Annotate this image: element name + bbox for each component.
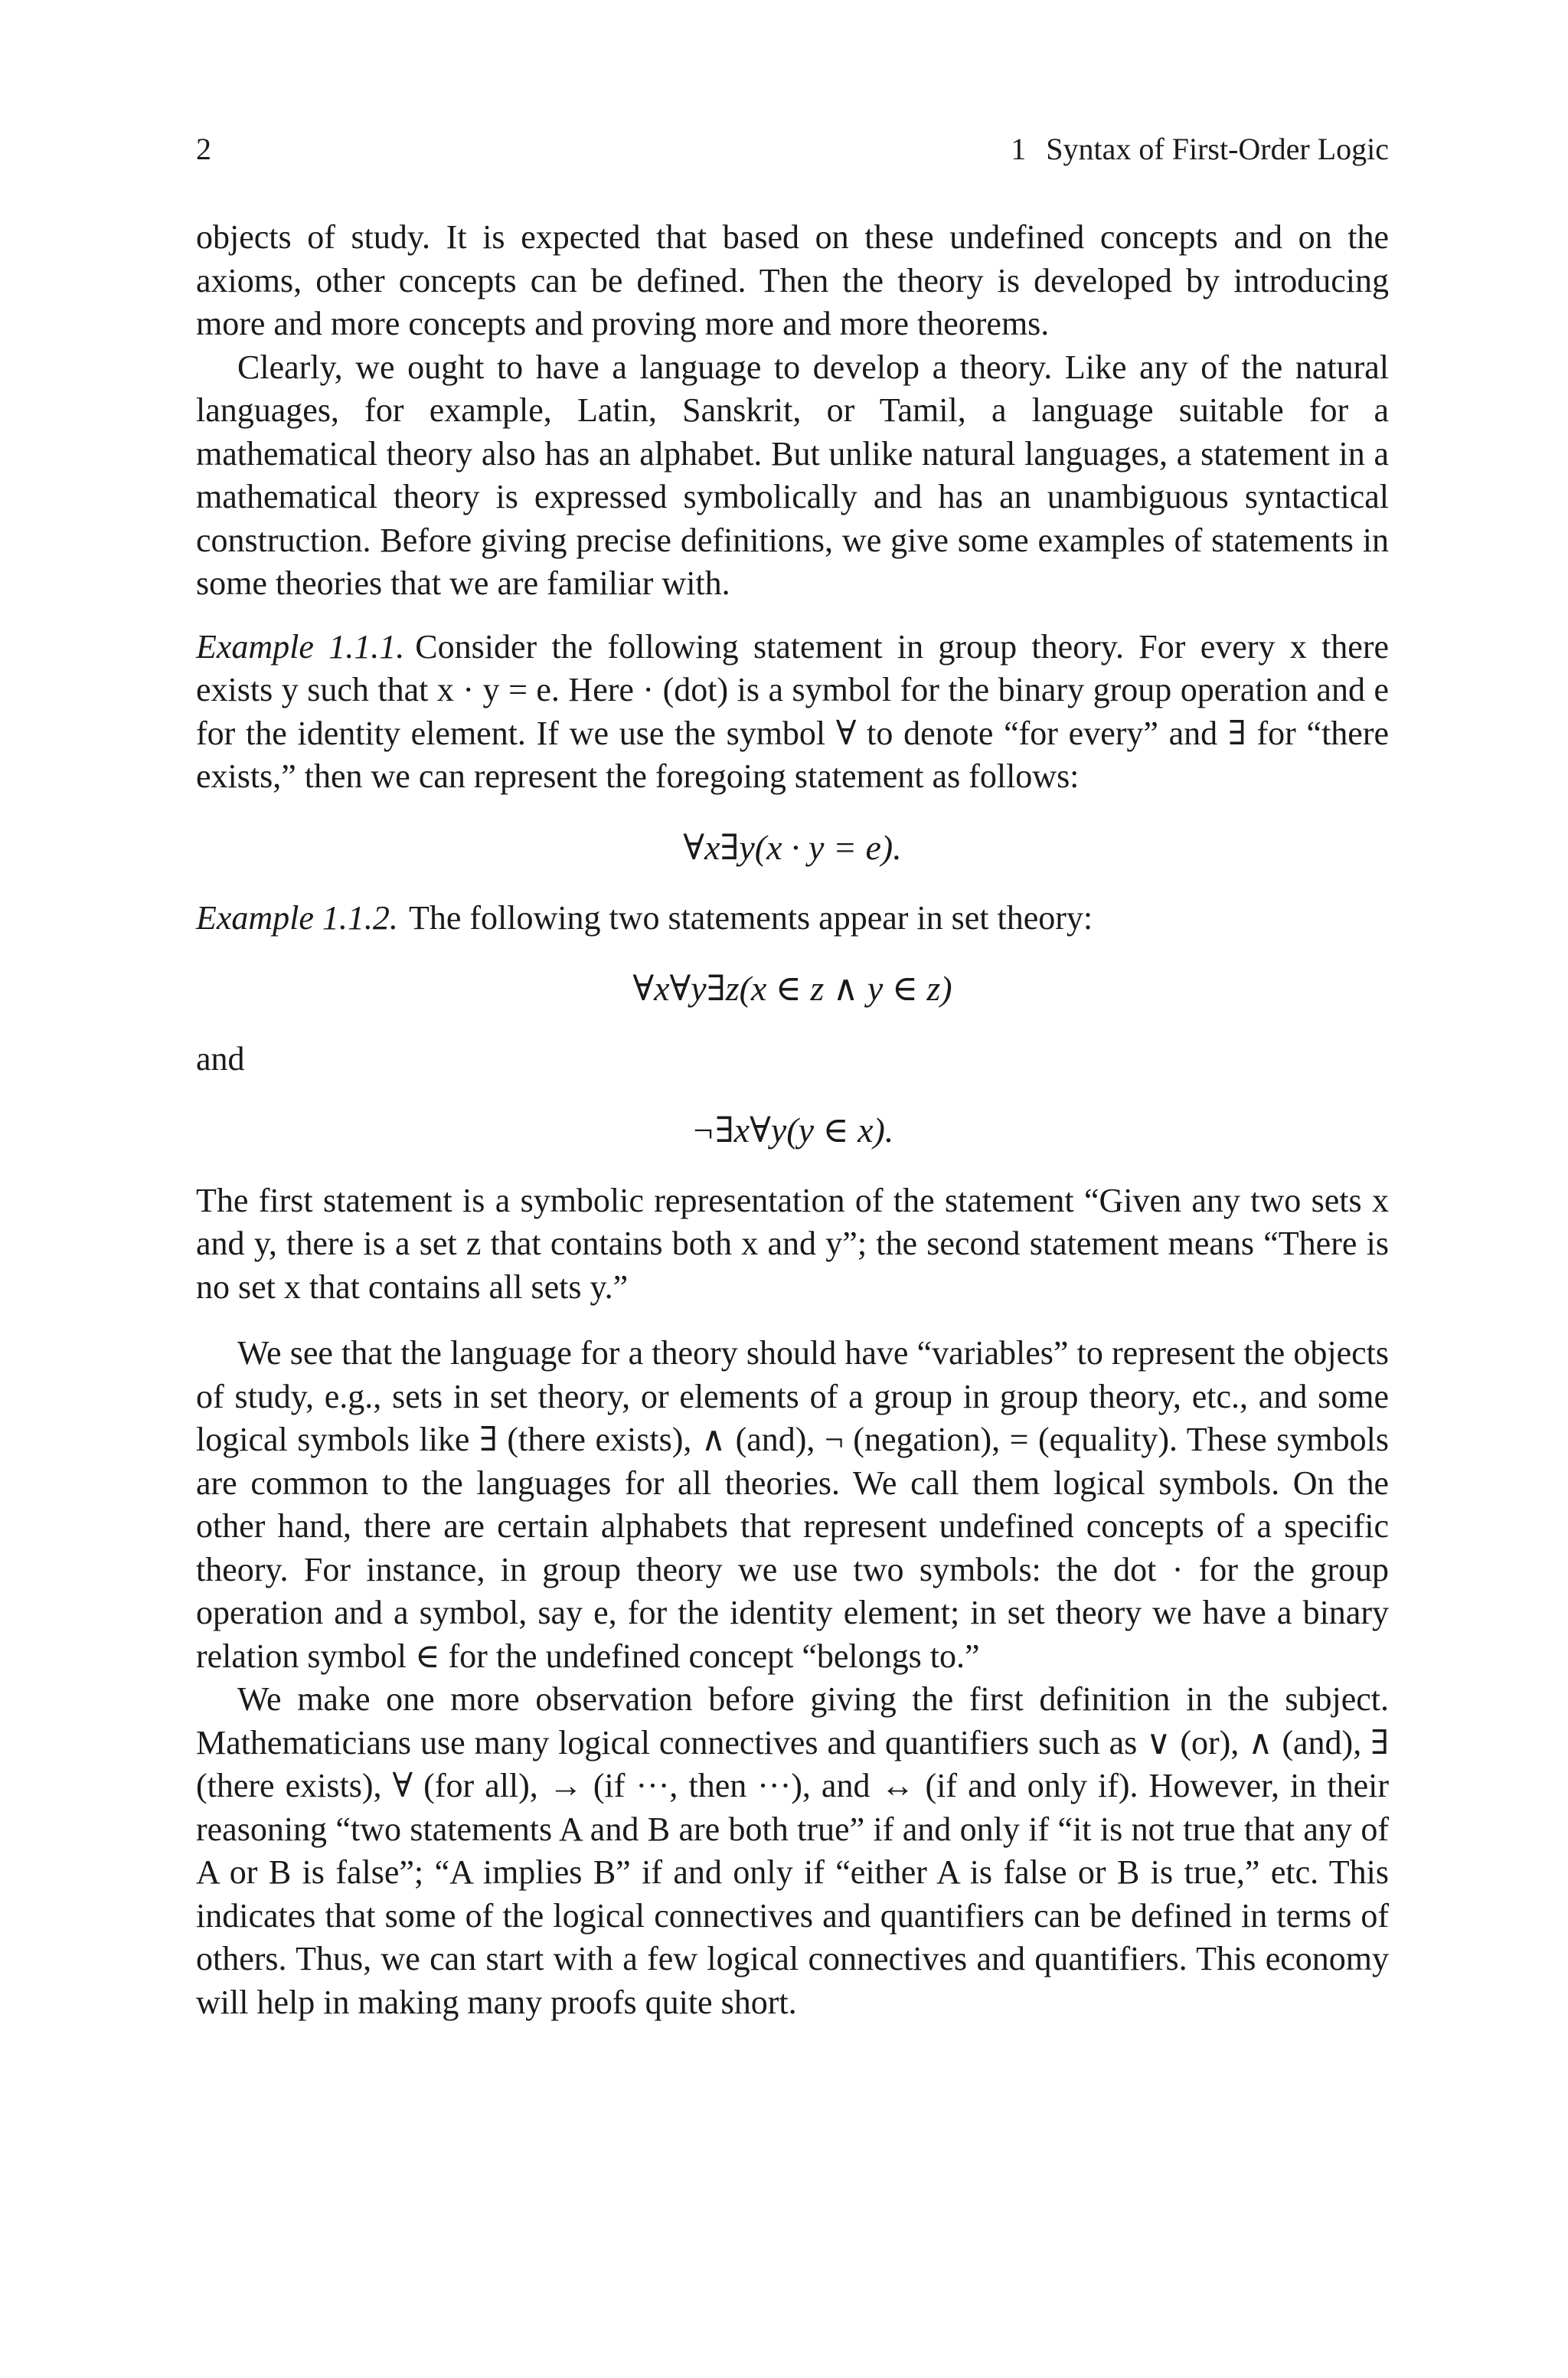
- paragraph-language: Clearly, we ought to have a language to develop a theory. Like any of the natural languages, for example, Latin, Sanskrit, or Tamil, a language suitable for a mathematical theory also has an alphabet. But unlike natural languages, a statement in a mathematical theory is expressed symbolically and has an unambiguous syntactical construction. Before giving precise definitions, we give some examples of statements in some theories that we are familiar with.: [196, 348, 1389, 602]
- formula-group-inverse: [196, 825, 1389, 871]
- formula-text: ∀x∃y(x · y = e).: [683, 827, 902, 867]
- running-header: [196, 126, 1389, 172]
- formula-no-universal-set: [196, 1107, 1389, 1153]
- chapter-title: Syntax of First-Order Logic: [1046, 132, 1389, 166]
- paragraph-logical-symbols: We see that the language for a theory should have “variables” to represent the objects of study, e.g., sets in set theory, or elements of a group in group theory, etc., and some logical symbols like ∃ (there exists), ∧ (and), ¬ (negation), = (equality). These symbols are common to the languages for all theories. We call them logical symbols. On the other hand, there are certain alphabets that represent undefined concepts of a specific theory. For instance, in group theory we use two symbols: the dot · for the group operation and a symbol, say e, for the identity element; in set theory we have a binary relation symbol ∈ for the undefined concept “belongs to.”: [196, 1334, 1389, 1675]
- chapter-number: 1: [1011, 132, 1027, 166]
- example-1-1-1: [196, 626, 1389, 799]
- running-title: [1011, 126, 1389, 172]
- paragraph-continuation: objects of study. It is expected that based on these undefined concepts and on the axioms, other concepts can be defined. Then the theory is developed by introducing more and more concepts and proving more and more theorems.: [196, 218, 1389, 342]
- example-label: Example 1.1.2.: [196, 898, 398, 937]
- page-body: [196, 216, 1389, 2024]
- example-1-1-2: [196, 897, 1389, 940]
- formula-pairing: [196, 966, 1389, 1012]
- example-text: Consider the following statement in group theory. For every x there exists y such that x · y = e. Here · (dot) is a symbol for the binary group operation and e for the identity element. If we use the symbol ∀ to denote “for every” and ∃ for “there exists,” then we can represent the foregoing statement as follows:: [196, 627, 1389, 795]
- page-number: 2: [196, 132, 211, 166]
- paragraph-connectives: We make one more observation before giving the first definition in the subject. Mathematicians use many logical connectives and quantifiers such as ∨ (or), ∧ (and), ∃ (there exists), ∀ (for all), → (if ···, then ···), and ↔ (if and only if). However, in their reasoning “two statements A and B are both true” if and only if “it is not true that any of A or B is false”; “A implies B” if and only if “either A is false or B is true,” etc. This indicates that some of the logical connectives and quantifiers can be defined in terms of others. Thus, we can start with a few logical connectives and quantifiers. This economy will help in making many proofs quite short.: [196, 1680, 1389, 2021]
- connector-word: and: [196, 1040, 245, 1078]
- formula-text: ¬∃x∀y(y ∈ x).: [691, 1110, 894, 1150]
- paragraph-interpretation: The first statement is a symbolic representation of the statement “Given any two sets x and y, there is a set z that contains both x and y”; the second statement means “There is no set x that contains all sets y.”: [196, 1181, 1389, 1306]
- example-text: The following two statements appear in set theory:: [408, 898, 1093, 937]
- formula-text: ∀x∀y∃z(x ∈ z ∧ y ∈ z): [632, 969, 952, 1008]
- example-label: Example 1.1.1.: [196, 627, 405, 666]
